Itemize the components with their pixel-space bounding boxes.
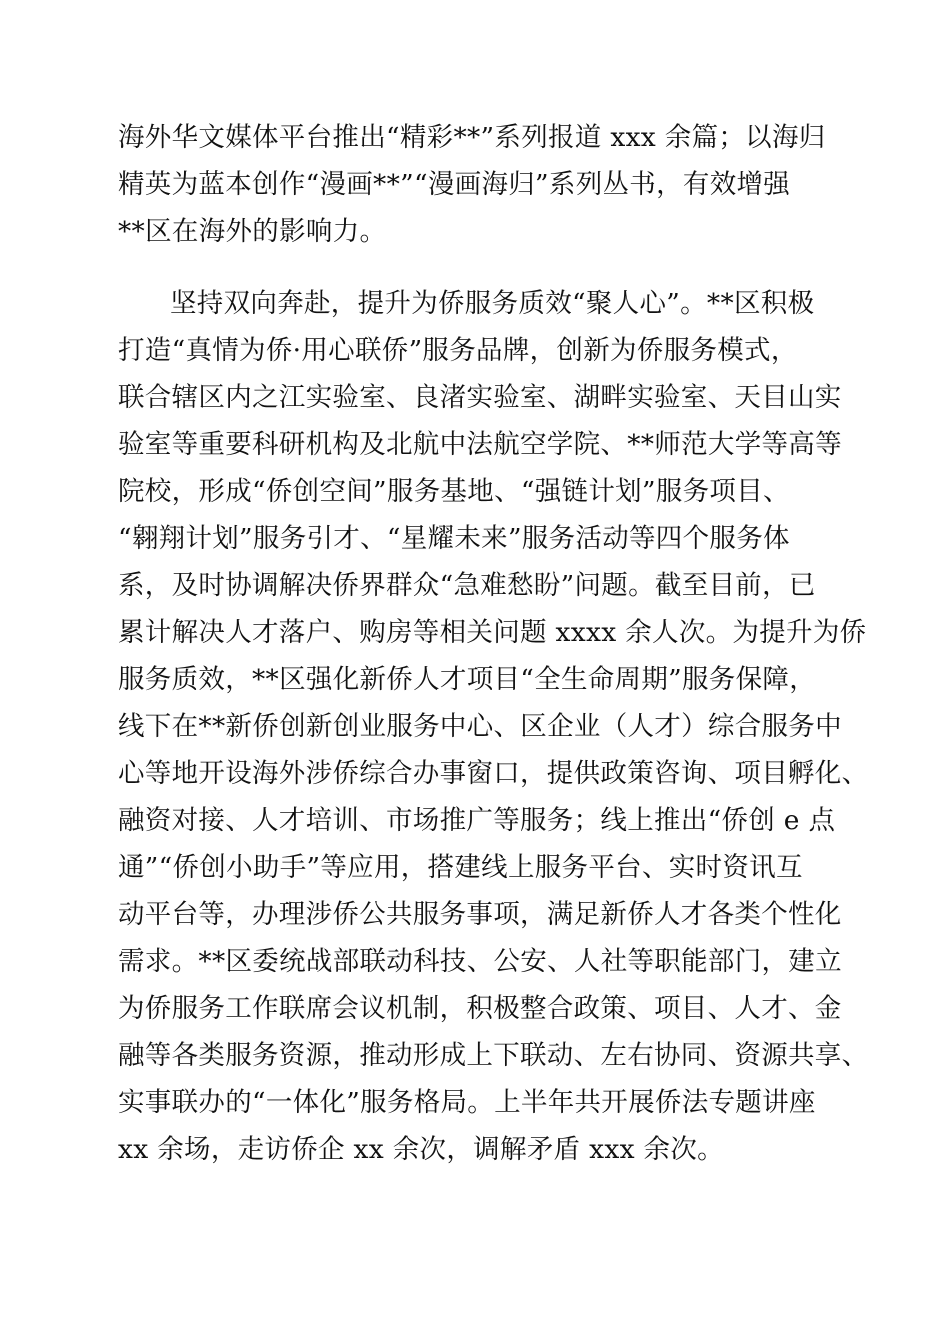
text-line: 实事联办的“一体化”服务格局。上半年共开展侨法专题讲座 xyxy=(118,1087,816,1118)
text-line: 联合辖区内之江实验室、良渚实验室、湖畔实验室、天目山实 xyxy=(118,382,842,413)
text-line: “翱翔计划”服务引才、“星耀未来”服务活动等四个服务体 xyxy=(118,523,790,554)
text-line: 院校，形成“侨创空间”服务基地、“强链计划”服务项目、 xyxy=(118,476,790,507)
text-line: 服务质效，**区强化新侨人才项目“全生命周期”服务保障， xyxy=(118,664,816,695)
text-line: 为侨服务工作联席会议机制，积极整合政策、项目、人才、金 xyxy=(118,993,842,1024)
text-line: 融资对接、人才培训、市场推广等服务；线上推出“侨创 e 点 xyxy=(118,805,836,836)
text-line: xx 余场，走访侨企 xx 余次，调解矛盾 xxx 余次。 xyxy=(118,1134,724,1165)
paragraph-first-line: 坚持双向奔赴，提升为侨服务质效“聚人心”。**区积极 xyxy=(170,288,815,319)
text-line: 海外华文媒体平台推出“精彩**”系列报道 xxx 余篇；以海归 xyxy=(118,122,826,153)
text-line: 动平台等，办理涉侨公共服务事项，满足新侨人才各类个性化 xyxy=(118,899,842,930)
text-line: 验室等重要科研机构及北航中法航空学院、**师范大学等高等 xyxy=(118,429,842,460)
text-line: 精英为蓝本创作“漫画**”“漫画海归”系列丛书，有效增强 xyxy=(118,169,791,200)
text-line: **区在海外的影响力。 xyxy=(118,216,387,247)
text-line: 心等地开设海外涉侨综合办事窗口，提供政策咨询、项目孵化、 xyxy=(118,758,869,789)
text-line: 需求。**区委统战部联动科技、公安、人社等职能部门，建立 xyxy=(118,946,842,977)
text-line: 系，及时协调解决侨界群众“急难愁盼”问题。截至目前，已 xyxy=(118,570,816,601)
text-line: 融等各类服务资源，推动形成上下联动、左右协同、资源共享、 xyxy=(118,1040,869,1071)
text-line: 打造“真情为侨·用心联侨”服务品牌，创新为侨服务模式， xyxy=(118,335,798,366)
text-line: 累计解决人才落户、购房等相关问题 xxxx 余人次。为提升为侨 xyxy=(118,617,867,648)
text-line: 通”“侨创小助手”等应用，搭建线上服务平台、实时资讯互 xyxy=(118,852,803,883)
text-line: 线下在**新侨创新创业服务中心、区企业（人才）综合服务中 xyxy=(118,711,842,742)
